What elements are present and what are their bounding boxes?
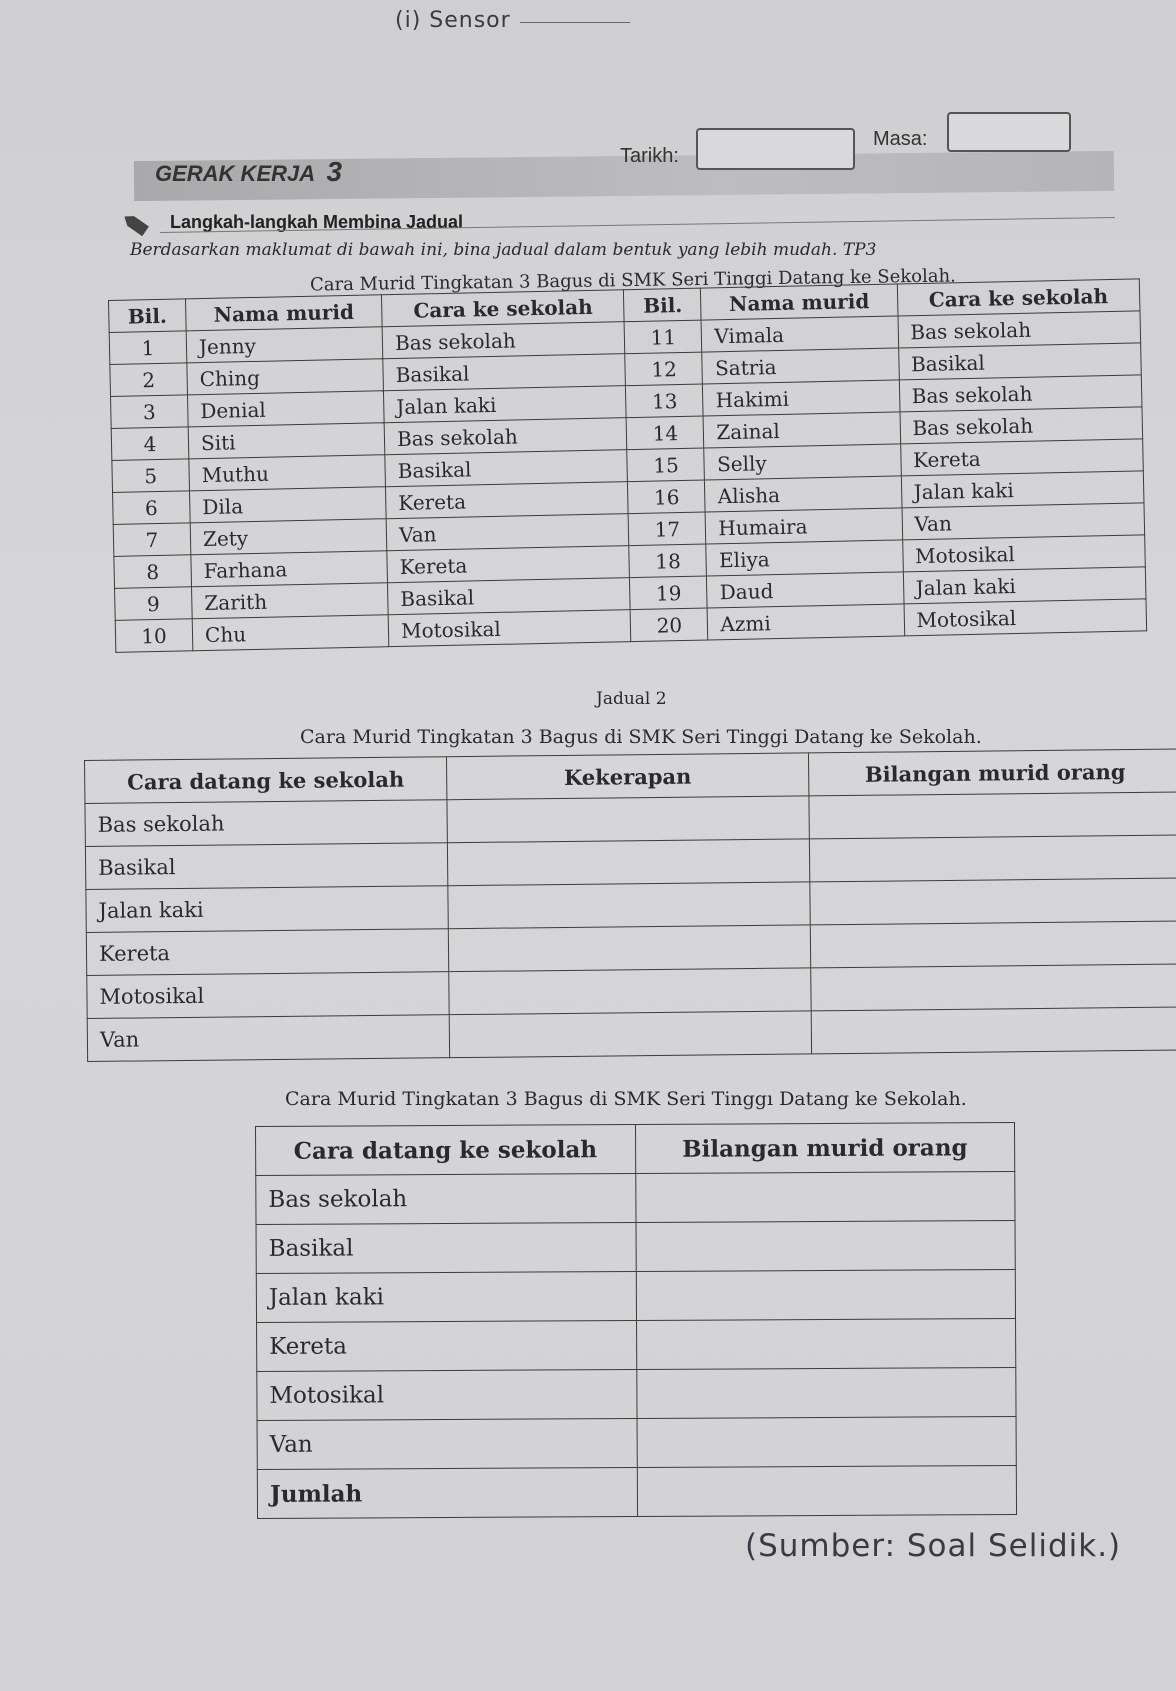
masa-label: Masa:	[873, 128, 928, 150]
table-cell: 6	[113, 491, 191, 525]
row-label: Van	[257, 1419, 637, 1470]
table-cell: Denial	[188, 391, 385, 427]
table-cell: 10	[115, 619, 193, 653]
table2-body	[85, 792, 1176, 1061]
col3-bilangan: Bilangan murid orang	[635, 1123, 1015, 1174]
table-cell: 18	[629, 544, 707, 578]
answer-cell[interactable]	[449, 968, 811, 1015]
pencil-icon	[121, 212, 149, 237]
table3-body	[256, 1172, 1017, 1519]
table-cell: Van	[386, 514, 629, 551]
table-cell: Siti	[188, 423, 385, 459]
col-cara-2: Cara ke sekolah	[897, 279, 1140, 316]
table-row	[257, 1319, 1016, 1372]
col-nama: Nama murid	[185, 295, 382, 331]
col-cara-datang: Cara datang ke sekolah	[85, 757, 447, 804]
answer-cell[interactable]	[636, 1319, 1016, 1370]
table-cell: Van	[902, 503, 1145, 540]
col3-cara-datang: Cara datang ke sekolah	[256, 1125, 636, 1176]
table3-header-row	[256, 1123, 1015, 1176]
tarikh-field[interactable]	[696, 128, 855, 170]
section-title: Langkah-langkah Membina Jadual	[170, 212, 464, 232]
masa-field[interactable]	[947, 112, 1071, 152]
instruction-text: Berdasarkan maklumat di bawah ini, bina jadual dalam bentuk yang lebih mudah. TP3	[130, 240, 877, 260]
col-bil-2: Bil.	[624, 288, 702, 322]
table-cell: Zainal	[704, 412, 901, 448]
answer-cell[interactable]	[447, 796, 809, 843]
answer-cell[interactable]	[636, 1270, 1016, 1321]
row-label: Kereta	[86, 929, 448, 976]
table-cell: 5	[112, 459, 190, 493]
data-table-students	[108, 278, 1147, 653]
table-cell: 20	[631, 608, 709, 642]
row-label: Van	[87, 1015, 449, 1062]
table3-caption: Cara Murid Tingkatan 3 Bagus di SMK Seri Tinggı Datang ke Sekolah.	[285, 1088, 967, 1110]
answer-cell[interactable]	[449, 1011, 811, 1058]
table1-body	[109, 311, 1146, 653]
table-cell: Bas sekolah	[382, 322, 625, 359]
table-cell: 11	[625, 320, 703, 354]
table-cell: 2	[110, 363, 188, 397]
table-cell: Selly	[704, 444, 901, 480]
answer-cell[interactable]	[810, 921, 1176, 968]
col-cara: Cara ke sekolah	[382, 290, 625, 327]
col-kekerapan: Kekerapan	[446, 753, 808, 800]
table-cell: Motosikal	[904, 599, 1147, 636]
table-cell: Zarith	[192, 583, 389, 619]
count-table	[255, 1122, 1017, 1519]
worksheet-number: 3	[326, 156, 343, 187]
answer-cell[interactable]	[636, 1368, 1016, 1419]
table-cell: Kereta	[386, 482, 629, 519]
table-cell: Kereta	[387, 546, 630, 583]
row-label: Bas sekolah	[85, 800, 447, 847]
table-cell: Motosikal	[388, 610, 631, 647]
table-cell: 14	[627, 416, 705, 450]
source-note: (Sumber: Soal Selidik.)	[745, 1528, 1122, 1564]
col-bil: Bil.	[109, 299, 187, 333]
answer-cell[interactable]	[811, 1007, 1176, 1054]
table-cell: Hakimi	[703, 380, 900, 416]
table-cell: Kereta	[900, 439, 1143, 476]
col-nama-2: Nama murid	[701, 284, 898, 320]
row-label: Jalan kaki	[256, 1272, 636, 1323]
table-cell: 19	[630, 576, 708, 610]
answer-cell[interactable]	[637, 1417, 1017, 1468]
table-cell: Farhana	[191, 551, 388, 587]
table-cell: Basikal	[385, 450, 628, 487]
answer-cell[interactable]	[810, 878, 1176, 925]
table-cell: 16	[628, 480, 706, 514]
answer-cell[interactable]	[811, 964, 1176, 1011]
table-cell: 15	[627, 448, 705, 482]
answer-cell[interactable]	[636, 1221, 1016, 1272]
row-label: Basikal	[256, 1223, 636, 1274]
table-cell: Chu	[192, 615, 389, 651]
table-cell: Jalan kaki	[384, 386, 627, 423]
table-cell: Muthu	[189, 455, 386, 491]
table-cell: Satria	[702, 348, 899, 384]
table-cell: Bas sekolah	[384, 418, 627, 455]
row-label: Motosikal	[257, 1370, 637, 1421]
table-cell: Eliya	[706, 540, 903, 576]
table-cell: Dila	[190, 487, 387, 523]
table1-label: Jadual 2	[596, 689, 667, 709]
row-label: Motosikal	[87, 972, 449, 1019]
table-cell: 7	[113, 523, 191, 557]
table-cell: Jalan kaki	[901, 471, 1144, 508]
table2-caption: Cara Murid Tingkatan 3 Bagus di SMK Seri Tinggi Datang ke Sekolah.	[300, 726, 982, 748]
table-cell: Zety	[190, 519, 387, 555]
table-cell: Ching	[187, 359, 384, 395]
row-label: Kereta	[257, 1321, 637, 1372]
table-cell: Daud	[707, 572, 904, 608]
total-row	[257, 1466, 1016, 1519]
table-cell: Jenny	[186, 327, 383, 363]
table-cell: 9	[115, 587, 193, 621]
table-row	[257, 1417, 1016, 1470]
table-cell: Humaira	[706, 508, 903, 544]
top-rule	[520, 22, 630, 23]
table-cell: Basikal	[383, 354, 626, 391]
top-handwritten-note: (i) Sensor	[395, 8, 511, 33]
tarikh-label: Tarikh:	[620, 145, 679, 167]
table-cell: Motosikal	[902, 535, 1145, 572]
table-cell: 17	[629, 512, 707, 546]
answer-cell[interactable]	[635, 1172, 1015, 1223]
answer-cell[interactable]	[448, 925, 810, 972]
table-row	[256, 1221, 1015, 1274]
answer-cell[interactable]	[809, 792, 1176, 839]
table-cell: 12	[625, 352, 703, 386]
answer-cell[interactable]	[637, 1466, 1017, 1517]
table-row	[256, 1172, 1015, 1225]
frequency-table	[84, 749, 1176, 1062]
table-cell: Basikal	[898, 343, 1141, 380]
col-bilangan: Bilangan murid orang	[808, 749, 1176, 796]
worksheet-title	[155, 156, 342, 188]
table-cell: 8	[114, 555, 192, 589]
table-cell: Bas sekolah	[899, 375, 1142, 412]
table-cell: Alisha	[705, 476, 902, 512]
table1-caption: Cara Murid Tingkatan 3 Bagus di SMK Seri Tinggi Datang ke Sekolah.	[309, 265, 956, 296]
table-cell: 3	[111, 395, 189, 429]
answer-cell[interactable]	[447, 839, 809, 886]
row-label: Jumlah	[257, 1468, 637, 1519]
table-cell: Azmi	[708, 604, 905, 640]
answer-cell[interactable]	[809, 835, 1176, 882]
row-label: Basikal	[85, 843, 447, 890]
table-row	[256, 1270, 1015, 1323]
table-row	[257, 1368, 1016, 1421]
table-cell: 4	[111, 427, 189, 461]
table-cell: Bas sekolah	[900, 407, 1143, 444]
answer-cell[interactable]	[448, 882, 810, 929]
table-cell: 13	[626, 384, 704, 418]
row-label: Jalan kaki	[86, 886, 448, 933]
table-cell: Jalan kaki	[903, 567, 1146, 604]
table-cell: Bas sekolah	[898, 311, 1141, 348]
table-cell: Basikal	[388, 578, 631, 615]
row-label: Bas sekolah	[256, 1174, 636, 1225]
table-cell: 1	[109, 331, 187, 365]
table-cell: Vimala	[702, 316, 899, 352]
worksheet-title-text: GERAK KERJA	[155, 161, 315, 186]
